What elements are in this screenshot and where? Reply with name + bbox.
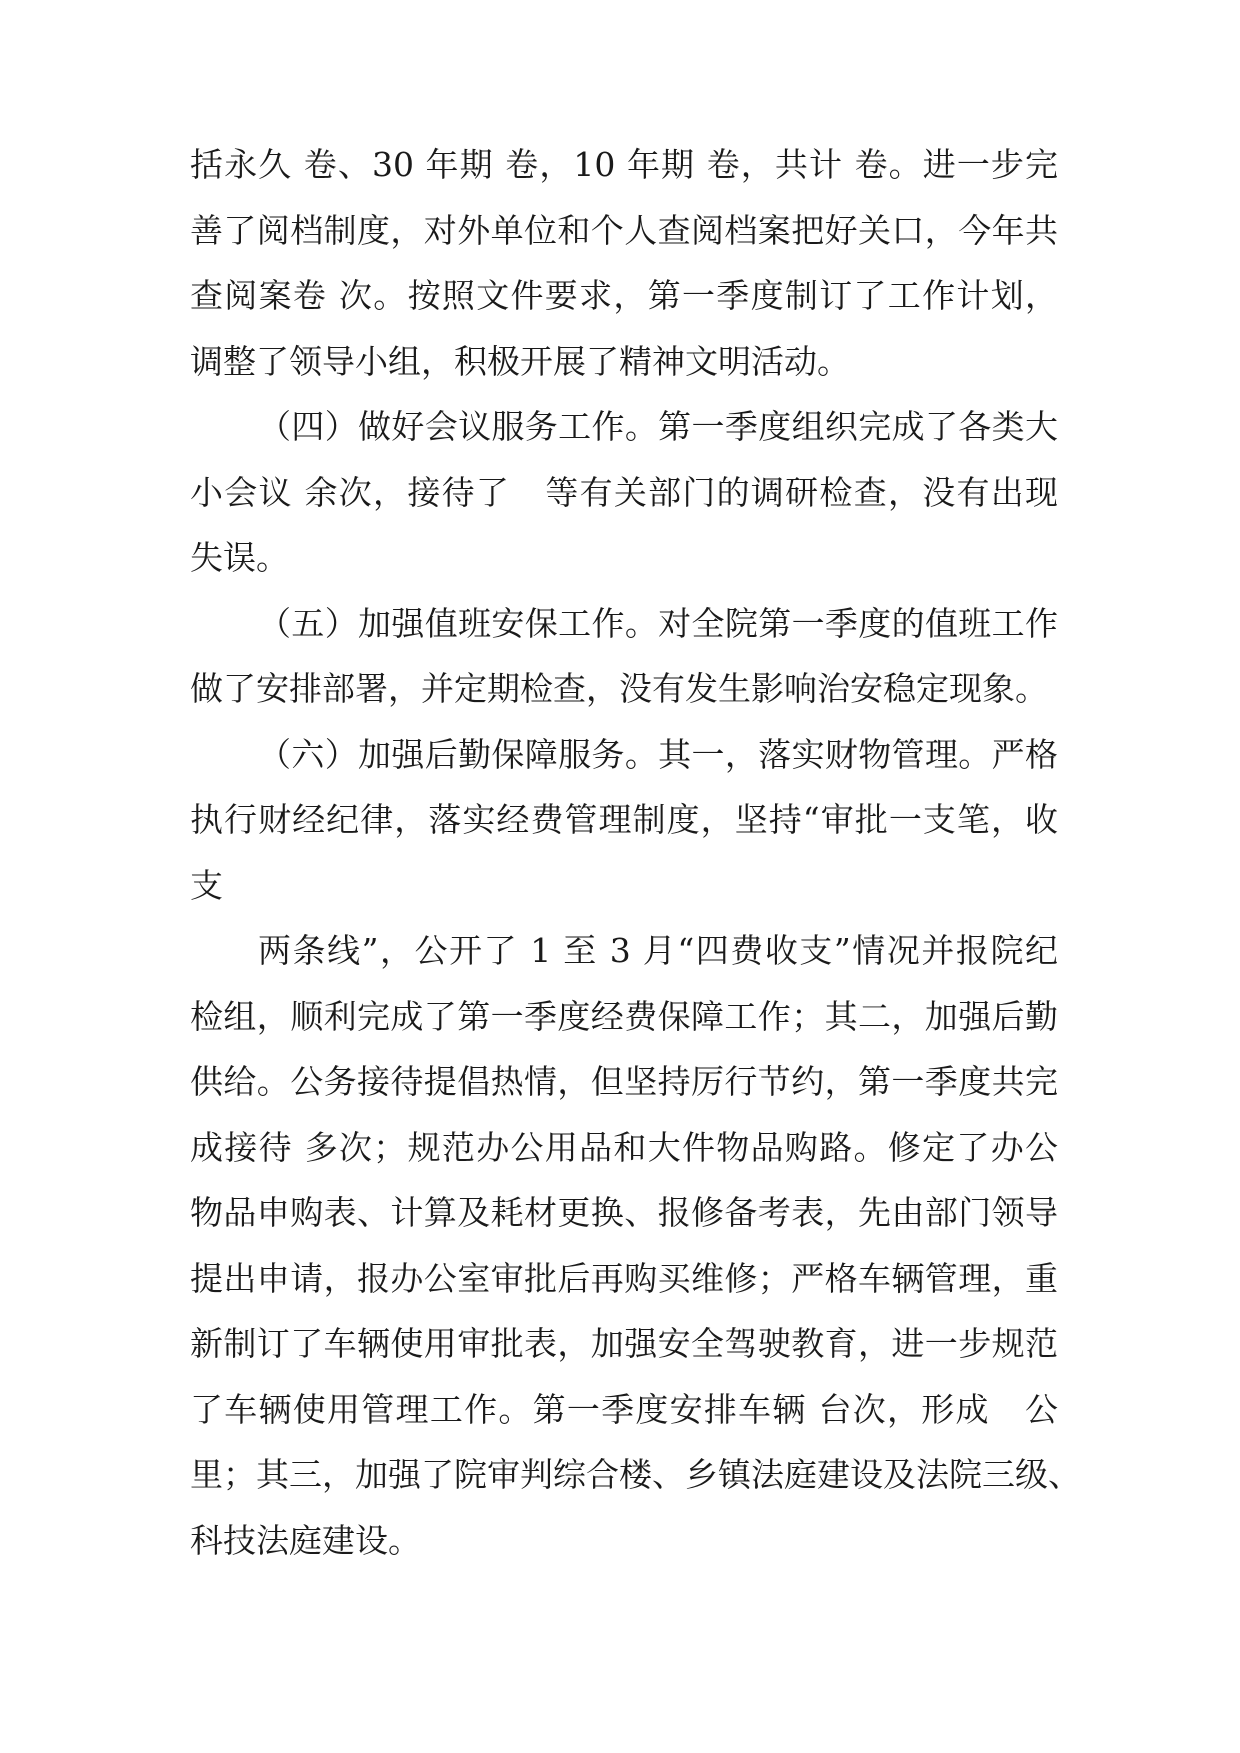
text-line: 科技法庭建设。 bbox=[190, 1521, 421, 1560]
text-line: 提出申请，报办公室审批后再购买维修；严格车辆管理，重 bbox=[190, 1259, 1058, 1298]
text-line: 新制订了车辆使用审批表，加强安全驾驶教育，进一步规范 bbox=[190, 1324, 1058, 1363]
text-line: 执行财经纪律，落实经费管理制度，坚持“审批一支笔，收 bbox=[190, 800, 1058, 839]
text-line: 括永久 卷、30 年期 卷，10 年期 卷，共计 卷。进一步完 bbox=[190, 145, 1058, 184]
text-line: 了车辆使用管理工作。第一季度安排车辆 台次，形成 公 bbox=[190, 1390, 1058, 1429]
text-line: （五）加强值班安保工作。对全院第一季度的值班工作 bbox=[258, 604, 1058, 643]
text-line: 查阅案卷 次。按照文件要求，第一季度制订了工作计划， bbox=[190, 276, 1058, 315]
text-line: 支 bbox=[190, 866, 223, 905]
text-line: 物品申购表、计算及耗材更换、报修备考表，先由部门领导 bbox=[190, 1193, 1058, 1232]
text-line: （六）加强后勤保障服务。其一，落实财物管理。严格 bbox=[258, 735, 1058, 774]
text-line: 做了安排部署，并定期检查，没有发生影响治安稳定现象。 bbox=[190, 669, 1048, 708]
text-line: 善了阅档制度，对外单位和个人查阅档案把好关口，今年共 bbox=[190, 211, 1058, 250]
text-line: 两条线”，公开了 1 至 3 月“四费收支”情况并报院纪 bbox=[258, 931, 1058, 970]
text-line: （四）做好会议服务工作。第一季度组织完成了各类大 bbox=[258, 407, 1058, 446]
text-line: 里；其三，加强了院审判综合楼、乡镇法庭建设及法院三级、 bbox=[190, 1455, 1081, 1494]
text-line: 检组，顺利完成了第一季度经费保障工作；其二，加强后勤 bbox=[190, 997, 1058, 1036]
text-line: 小会议 余次，接待了 等有关部门的调研检查，没有出现 bbox=[190, 473, 1058, 512]
text-line: 成接待 多次；规范办公用品和大件物品购路。修定了办公 bbox=[190, 1128, 1058, 1167]
text-line: 失误。 bbox=[190, 538, 289, 577]
text-line: 供给。公务接待提倡热情，但坚持厉行节约，第一季度共完 bbox=[190, 1062, 1058, 1101]
text-line: 调整了领导小组，积极开展了精神文明活动。 bbox=[190, 342, 850, 381]
